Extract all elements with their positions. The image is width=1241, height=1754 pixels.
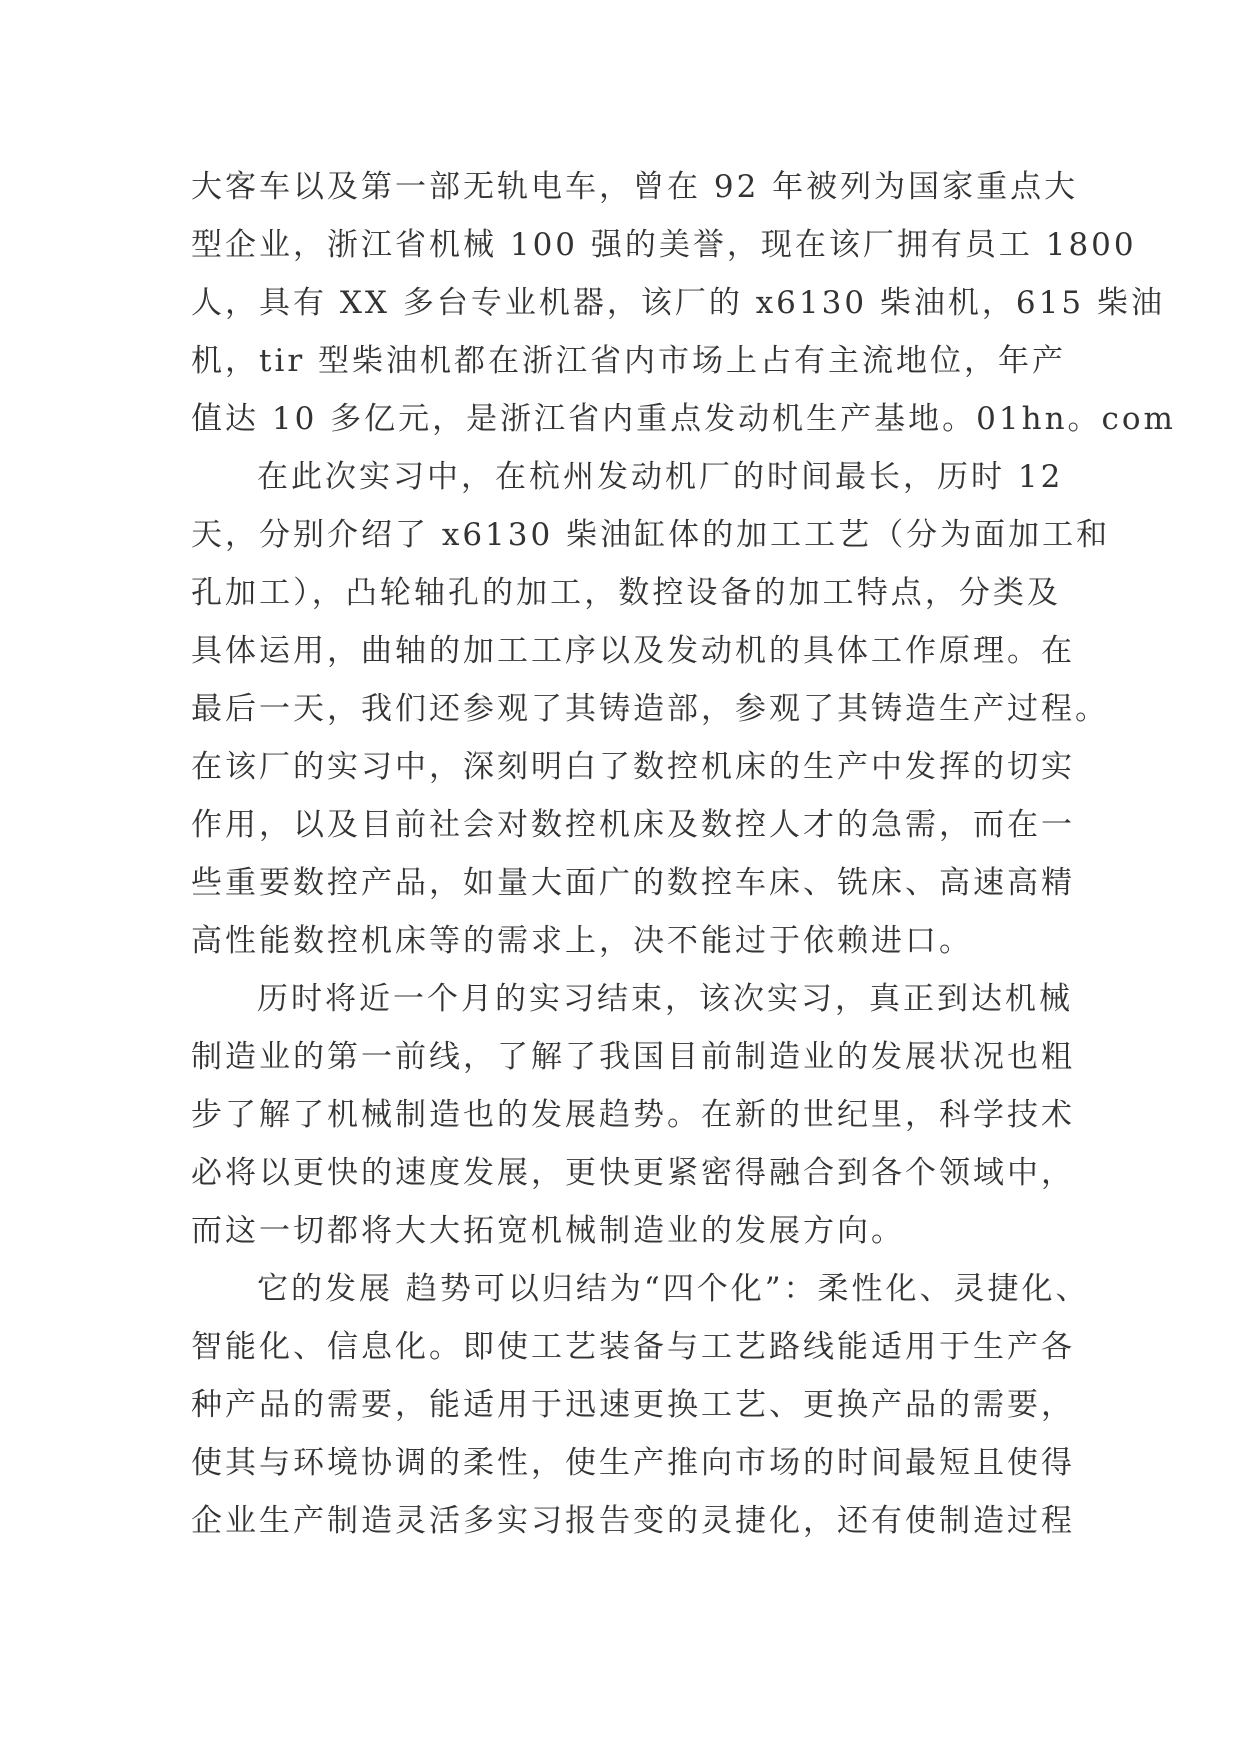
document-body [191,158,1176,1550]
text-line: 高性能数控机床等的需求上，决不能过于依赖进口。 [191,923,973,959]
paragraph-first-line: 它的发展 趋势可以归结为“四个化”：柔性化、灵捷化、 [257,1271,1090,1307]
text-line: 作用，以及目前社会对数控机床及数控人才的急需，而在一 [191,807,1075,843]
text-line: 智能化、信息化。即使工艺装备与工艺路线能适用于生产各 [191,1329,1075,1365]
paragraph-first-line: 在此次实习中，在杭州发动机厂的时间最长，历时 12 [257,459,1064,495]
text-line: 最后一天，我们还参观了其铸造部，参观了其铸造生产过程。 [191,691,1109,727]
text-line: 具体运用，曲轴的加工工序以及发动机的具体工作原理。在 [191,633,1075,669]
text-line: 人，具有 XX 多台专业机器，该厂的 x6130 柴油机，615 柴油 [191,285,1165,321]
text-line: 使其与环境协调的柔性，使生产推向市场的时间最短且使得 [191,1445,1075,1481]
text-line: 企业生产制造灵活多实习报告变的灵捷化，还有使制造过程 [191,1503,1075,1539]
text-line: 些重要数控产品，如量大面广的数控车床、铣床、高速高精 [191,865,1075,901]
text-line: 种产品的需要，能适用于迅速更换工艺、更换产品的需要， [191,1387,1075,1423]
text-line: 制造业的第一前线，了解了我国目前制造业的发展状况也粗 [191,1039,1075,1075]
text-line: 型企业，浙江省机械 100 强的美誉，现在该厂拥有员工 1800 [191,227,1137,263]
text-line: 孔加工），凸轮轴孔的加工，数控设备的加工特点，分类及 [191,575,1061,611]
text-line: 步了解了机械制造也的发展趋势。在新的世纪里，科学技术 [191,1097,1075,1133]
text-line: 在该厂的实习中，深刻明白了数控机床的生产中发挥的切实 [191,749,1075,785]
text-line: 必将以更快的速度发展，更快更紧密得融合到各个领域中， [191,1155,1075,1191]
text-line: 而这一切都将大大拓宽机械制造业的发展方向。 [191,1213,905,1249]
text-line: 大客车以及第一部无轨电车，曾在 92 年被列为国家重点大 [191,169,1079,205]
text-line: 值达 10 多亿元，是浙江省内重点发动机生产基地。01hn。com [191,401,1176,437]
text-line: 机，tir 型柴油机都在浙江省内市场上占有主流地位，年产 [191,343,1067,379]
text-line: 天，分别介绍了 x6130 柴油缸体的加工工艺（分为面加工和 [191,517,1111,553]
paragraph-first-line: 历时将近一个月的实习结束，该次实习，真正到达机械 [257,981,1073,1017]
